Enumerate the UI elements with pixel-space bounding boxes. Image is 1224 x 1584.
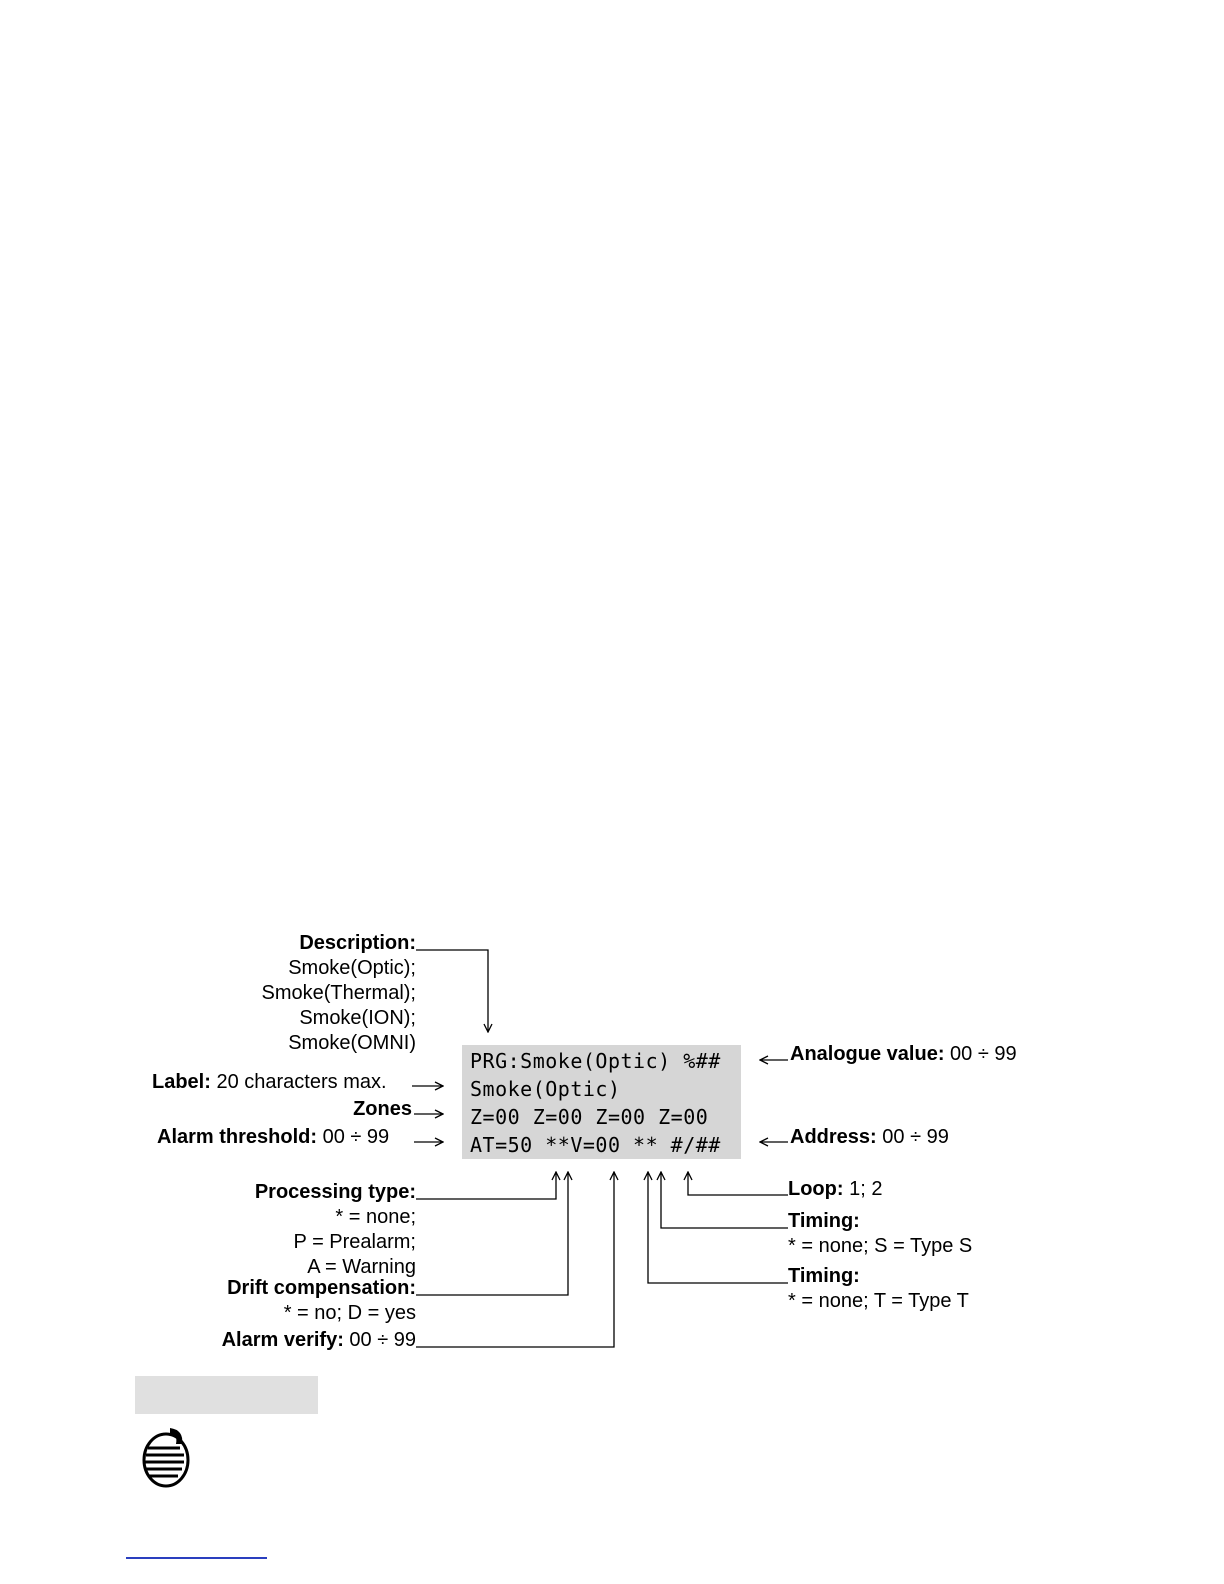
description-option: Smoke(OMNI)	[288, 1032, 416, 1054]
description-option: Smoke(ION);	[299, 1007, 416, 1029]
analogue-value-title: Analogue value:	[790, 1043, 945, 1065]
loop-title: Loop:	[788, 1178, 844, 1200]
lcd-row-2: Smoke(Optic)	[470, 1077, 621, 1101]
processing-type-title: Processing type:	[254, 1181, 416, 1203]
analogue-value-text: 00 ÷ 99	[944, 1043, 1017, 1065]
description-leader	[416, 950, 488, 1032]
footer-link-underline[interactable]	[126, 1557, 267, 1559]
drift-compensation-text: * = no; D = yes	[283, 1302, 416, 1324]
drift-compensation-title: Drift compensation:	[227, 1277, 416, 1299]
alarm-threshold-text: 00 ÷ 99	[317, 1126, 390, 1148]
alarm-threshold-title: Alarm threshold:	[157, 1126, 318, 1148]
company-logo-icon	[140, 1424, 196, 1490]
timing-s-leader	[661, 1172, 788, 1228]
processing-type-option: * = none;	[335, 1206, 416, 1228]
alarm-verify-leader	[416, 1172, 614, 1347]
alarm-verify-title: Alarm verify:	[221, 1329, 344, 1351]
loop-text: 1; 2	[843, 1178, 883, 1200]
lcd-row-3: Z=00 Z=00 Z=00 Z=00	[470, 1105, 709, 1129]
timing-t-text: * = none; T = Type T	[788, 1290, 969, 1312]
loop-leader	[688, 1172, 788, 1195]
lcd-row-4: AT=50 **V=00 ** #/##	[470, 1133, 721, 1157]
timing-s-title: Timing:	[788, 1210, 860, 1232]
alarm-verify-text: 00 ÷ 99	[343, 1329, 416, 1351]
lcd-row-1: PRG:Smoke(Optic) %##	[470, 1049, 721, 1073]
label-title: Label:	[152, 1071, 211, 1093]
note-bar	[135, 1376, 318, 1414]
timing-t-title: Timing:	[788, 1265, 860, 1287]
description-title: Description:	[299, 932, 416, 954]
label-text: 20 characters max.	[210, 1071, 387, 1093]
description-option: Smoke(Optic);	[288, 957, 416, 979]
address-title: Address:	[790, 1126, 877, 1148]
processing-type-option: A = Warning	[307, 1256, 416, 1278]
description-option: Smoke(Thermal);	[261, 982, 416, 1004]
timing-s-text: * = none; S = Type S	[788, 1235, 973, 1257]
address-text: 00 ÷ 99	[876, 1126, 949, 1148]
processing-type-option: P = Prealarm;	[293, 1231, 416, 1253]
drift-compensation-leader	[416, 1172, 568, 1295]
zones-title: Zones	[353, 1098, 412, 1120]
processing-type-leader	[416, 1172, 556, 1199]
